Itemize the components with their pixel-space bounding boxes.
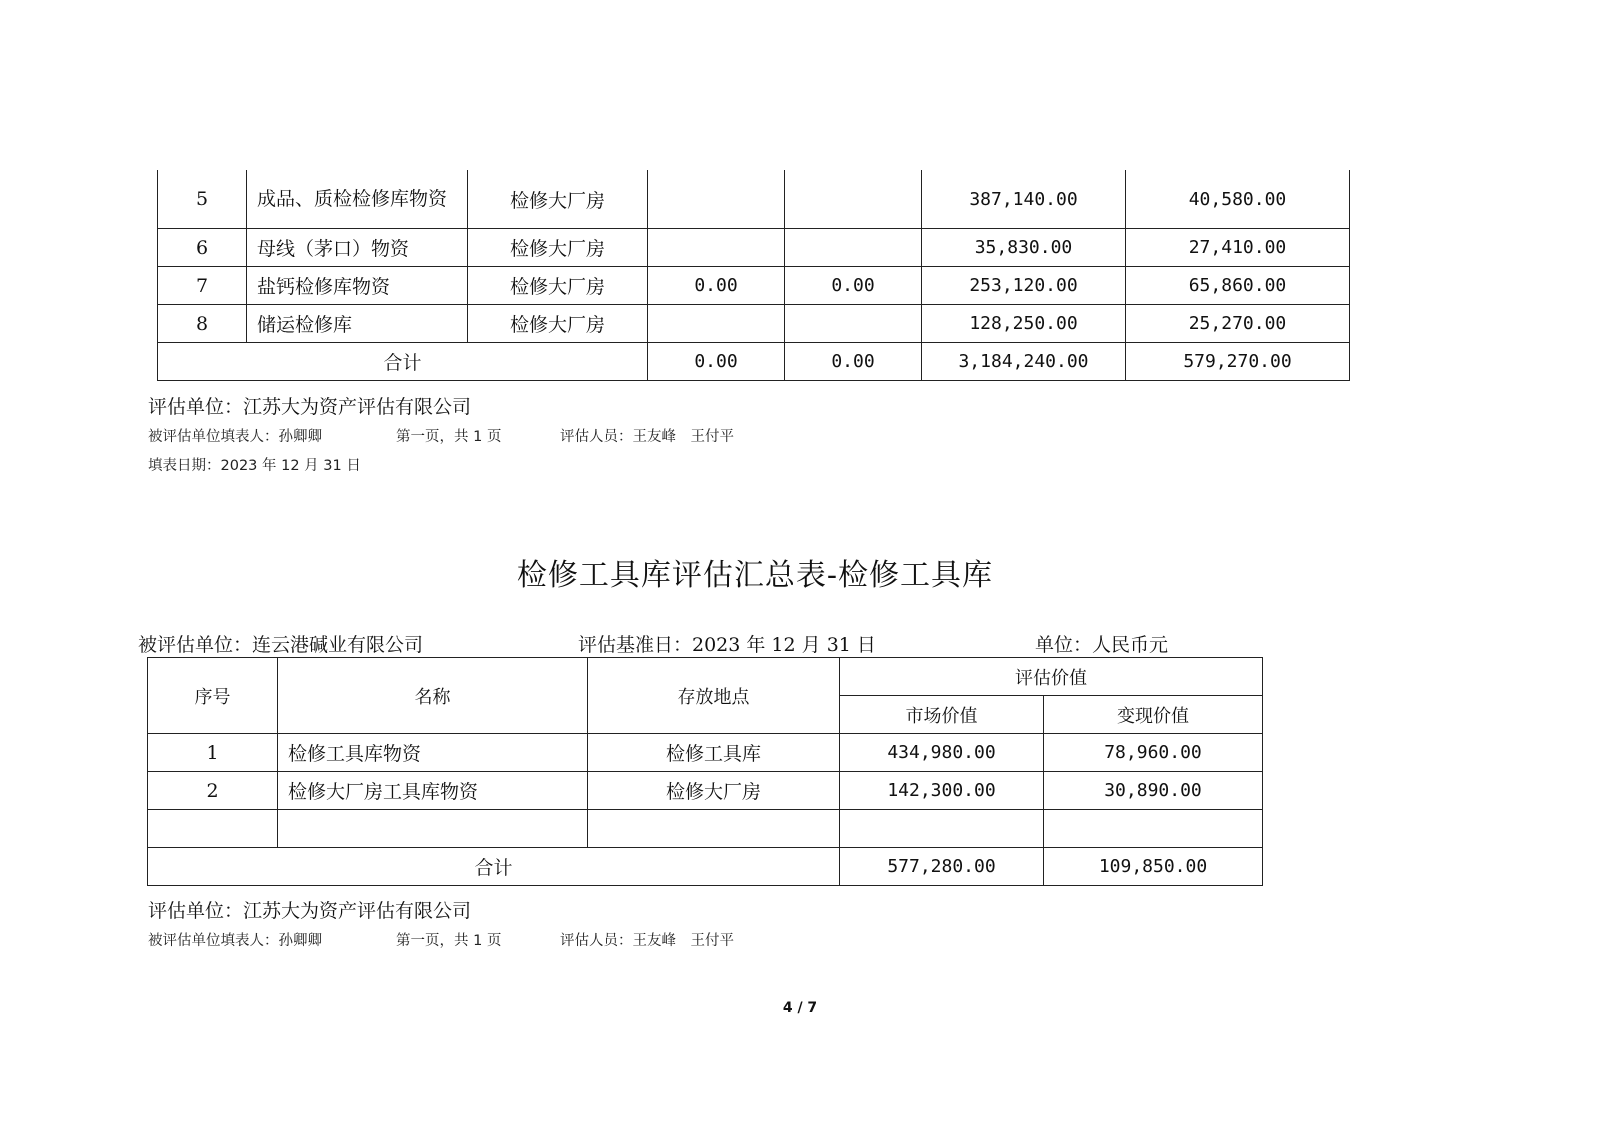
cell-c1 bbox=[648, 229, 785, 267]
total-realization-value: 109,850.00 bbox=[1044, 848, 1263, 886]
market-value: 387,140.00 bbox=[922, 170, 1126, 229]
cell-c1 bbox=[648, 305, 785, 343]
market-value: 128,250.00 bbox=[922, 305, 1126, 343]
item-location: 检修大厂房 bbox=[588, 772, 840, 810]
total-row bbox=[158, 343, 1350, 381]
table-continued bbox=[157, 170, 1350, 381]
row-number: 8 bbox=[158, 305, 247, 343]
page-info: 第一页，共 1 页 bbox=[396, 429, 502, 445]
empty-cell bbox=[148, 810, 278, 848]
total-c2: 0.00 bbox=[785, 343, 922, 381]
table-row bbox=[148, 734, 1263, 772]
filler-line: 被评估单位填表人：孙卿卿 bbox=[148, 429, 322, 445]
total-realization-value: 579,270.00 bbox=[1126, 343, 1350, 381]
row-number: 1 bbox=[148, 734, 278, 772]
header-realize: 变现价值 bbox=[1044, 696, 1263, 734]
realization-value: 78,960.00 bbox=[1044, 734, 1263, 772]
cell-c1 bbox=[648, 170, 785, 229]
header-row bbox=[148, 658, 1263, 696]
realization-value: 27,410.00 bbox=[1126, 229, 1350, 267]
base-date-line: 评估基准日：2023 年 12 月 31 日 bbox=[578, 634, 876, 656]
empty-cell bbox=[588, 810, 840, 848]
page-title: 检修工具库评估汇总表-检修工具库 bbox=[516, 558, 994, 593]
cell-c2: 0.00 bbox=[785, 267, 922, 305]
header-no: 序号 bbox=[148, 658, 278, 734]
table-row bbox=[158, 229, 1350, 267]
realization-value: 40,580.00 bbox=[1126, 170, 1350, 229]
entity-line: 被评估单位：连云港碱业有限公司 bbox=[138, 634, 424, 656]
market-value: 142,300.00 bbox=[840, 772, 1044, 810]
total-label: 合计 bbox=[148, 848, 840, 886]
filler-line: 被评估单位填表人：孙卿卿 bbox=[148, 933, 322, 949]
total-label: 合计 bbox=[158, 343, 648, 381]
item-location: 检修大厂房 bbox=[468, 305, 648, 343]
cell-c1: 0.00 bbox=[648, 267, 785, 305]
table-row bbox=[158, 305, 1350, 343]
market-value: 253,120.00 bbox=[922, 267, 1126, 305]
item-name: 检修工具库物资 bbox=[278, 734, 588, 772]
header-location: 存放地点 bbox=[588, 658, 840, 734]
header-name: 名称 bbox=[278, 658, 588, 734]
staff-line: 评估人员：王友峰 王付平 bbox=[560, 429, 734, 445]
row-number: 7 bbox=[158, 267, 247, 305]
total-row bbox=[148, 848, 1263, 886]
item-name: 成品、质检检修库物资 bbox=[247, 170, 468, 229]
empty-cell bbox=[840, 810, 1044, 848]
cell-c2 bbox=[785, 229, 922, 267]
item-name: 储运检修库 bbox=[247, 305, 468, 343]
item-name: 检修大厂房工具库物资 bbox=[278, 772, 588, 810]
assessor-line: 评估单位：江苏大为资产评估有限公司 bbox=[148, 396, 472, 418]
cell-c2 bbox=[785, 305, 922, 343]
unit-line: 单位：人民币元 bbox=[1035, 634, 1169, 656]
item-name: 盐钙检修库物资 bbox=[247, 267, 468, 305]
cell-c2 bbox=[785, 170, 922, 229]
market-value: 35,830.00 bbox=[922, 229, 1126, 267]
total-market-value: 577,280.00 bbox=[840, 848, 1044, 886]
summary-table bbox=[147, 657, 1263, 886]
realization-value: 65,860.00 bbox=[1126, 267, 1350, 305]
empty-cell bbox=[1044, 810, 1263, 848]
total-market-value: 3,184,240.00 bbox=[922, 343, 1126, 381]
table-row bbox=[158, 170, 1350, 229]
staff-line: 评估人员：王友峰 王付平 bbox=[560, 933, 734, 949]
row-number: 6 bbox=[158, 229, 247, 267]
header-market: 市场价值 bbox=[840, 696, 1044, 734]
fill-date: 填表日期：2023 年 12 月 31 日 bbox=[148, 458, 361, 474]
market-value: 434,980.00 bbox=[840, 734, 1044, 772]
page-info: 第一页，共 1 页 bbox=[396, 933, 502, 949]
table-row bbox=[158, 267, 1350, 305]
empty-row bbox=[148, 810, 1263, 848]
table-row bbox=[148, 772, 1263, 810]
row-number: 5 bbox=[158, 170, 247, 229]
header-value: 评估价值 bbox=[840, 658, 1263, 696]
page-number: 4 / 7 bbox=[782, 1000, 818, 1016]
realization-value: 30,890.00 bbox=[1044, 772, 1263, 810]
total-c1: 0.00 bbox=[648, 343, 785, 381]
assessor-line: 评估单位：江苏大为资产评估有限公司 bbox=[148, 900, 472, 922]
empty-cell bbox=[278, 810, 588, 848]
item-name: 母线（茅口）物资 bbox=[247, 229, 468, 267]
item-location: 检修大厂房 bbox=[468, 229, 648, 267]
item-location: 检修大厂房 bbox=[468, 170, 648, 229]
row-number: 2 bbox=[148, 772, 278, 810]
item-location: 检修大厂房 bbox=[468, 267, 648, 305]
item-location: 检修工具库 bbox=[588, 734, 840, 772]
realization-value: 25,270.00 bbox=[1126, 305, 1350, 343]
